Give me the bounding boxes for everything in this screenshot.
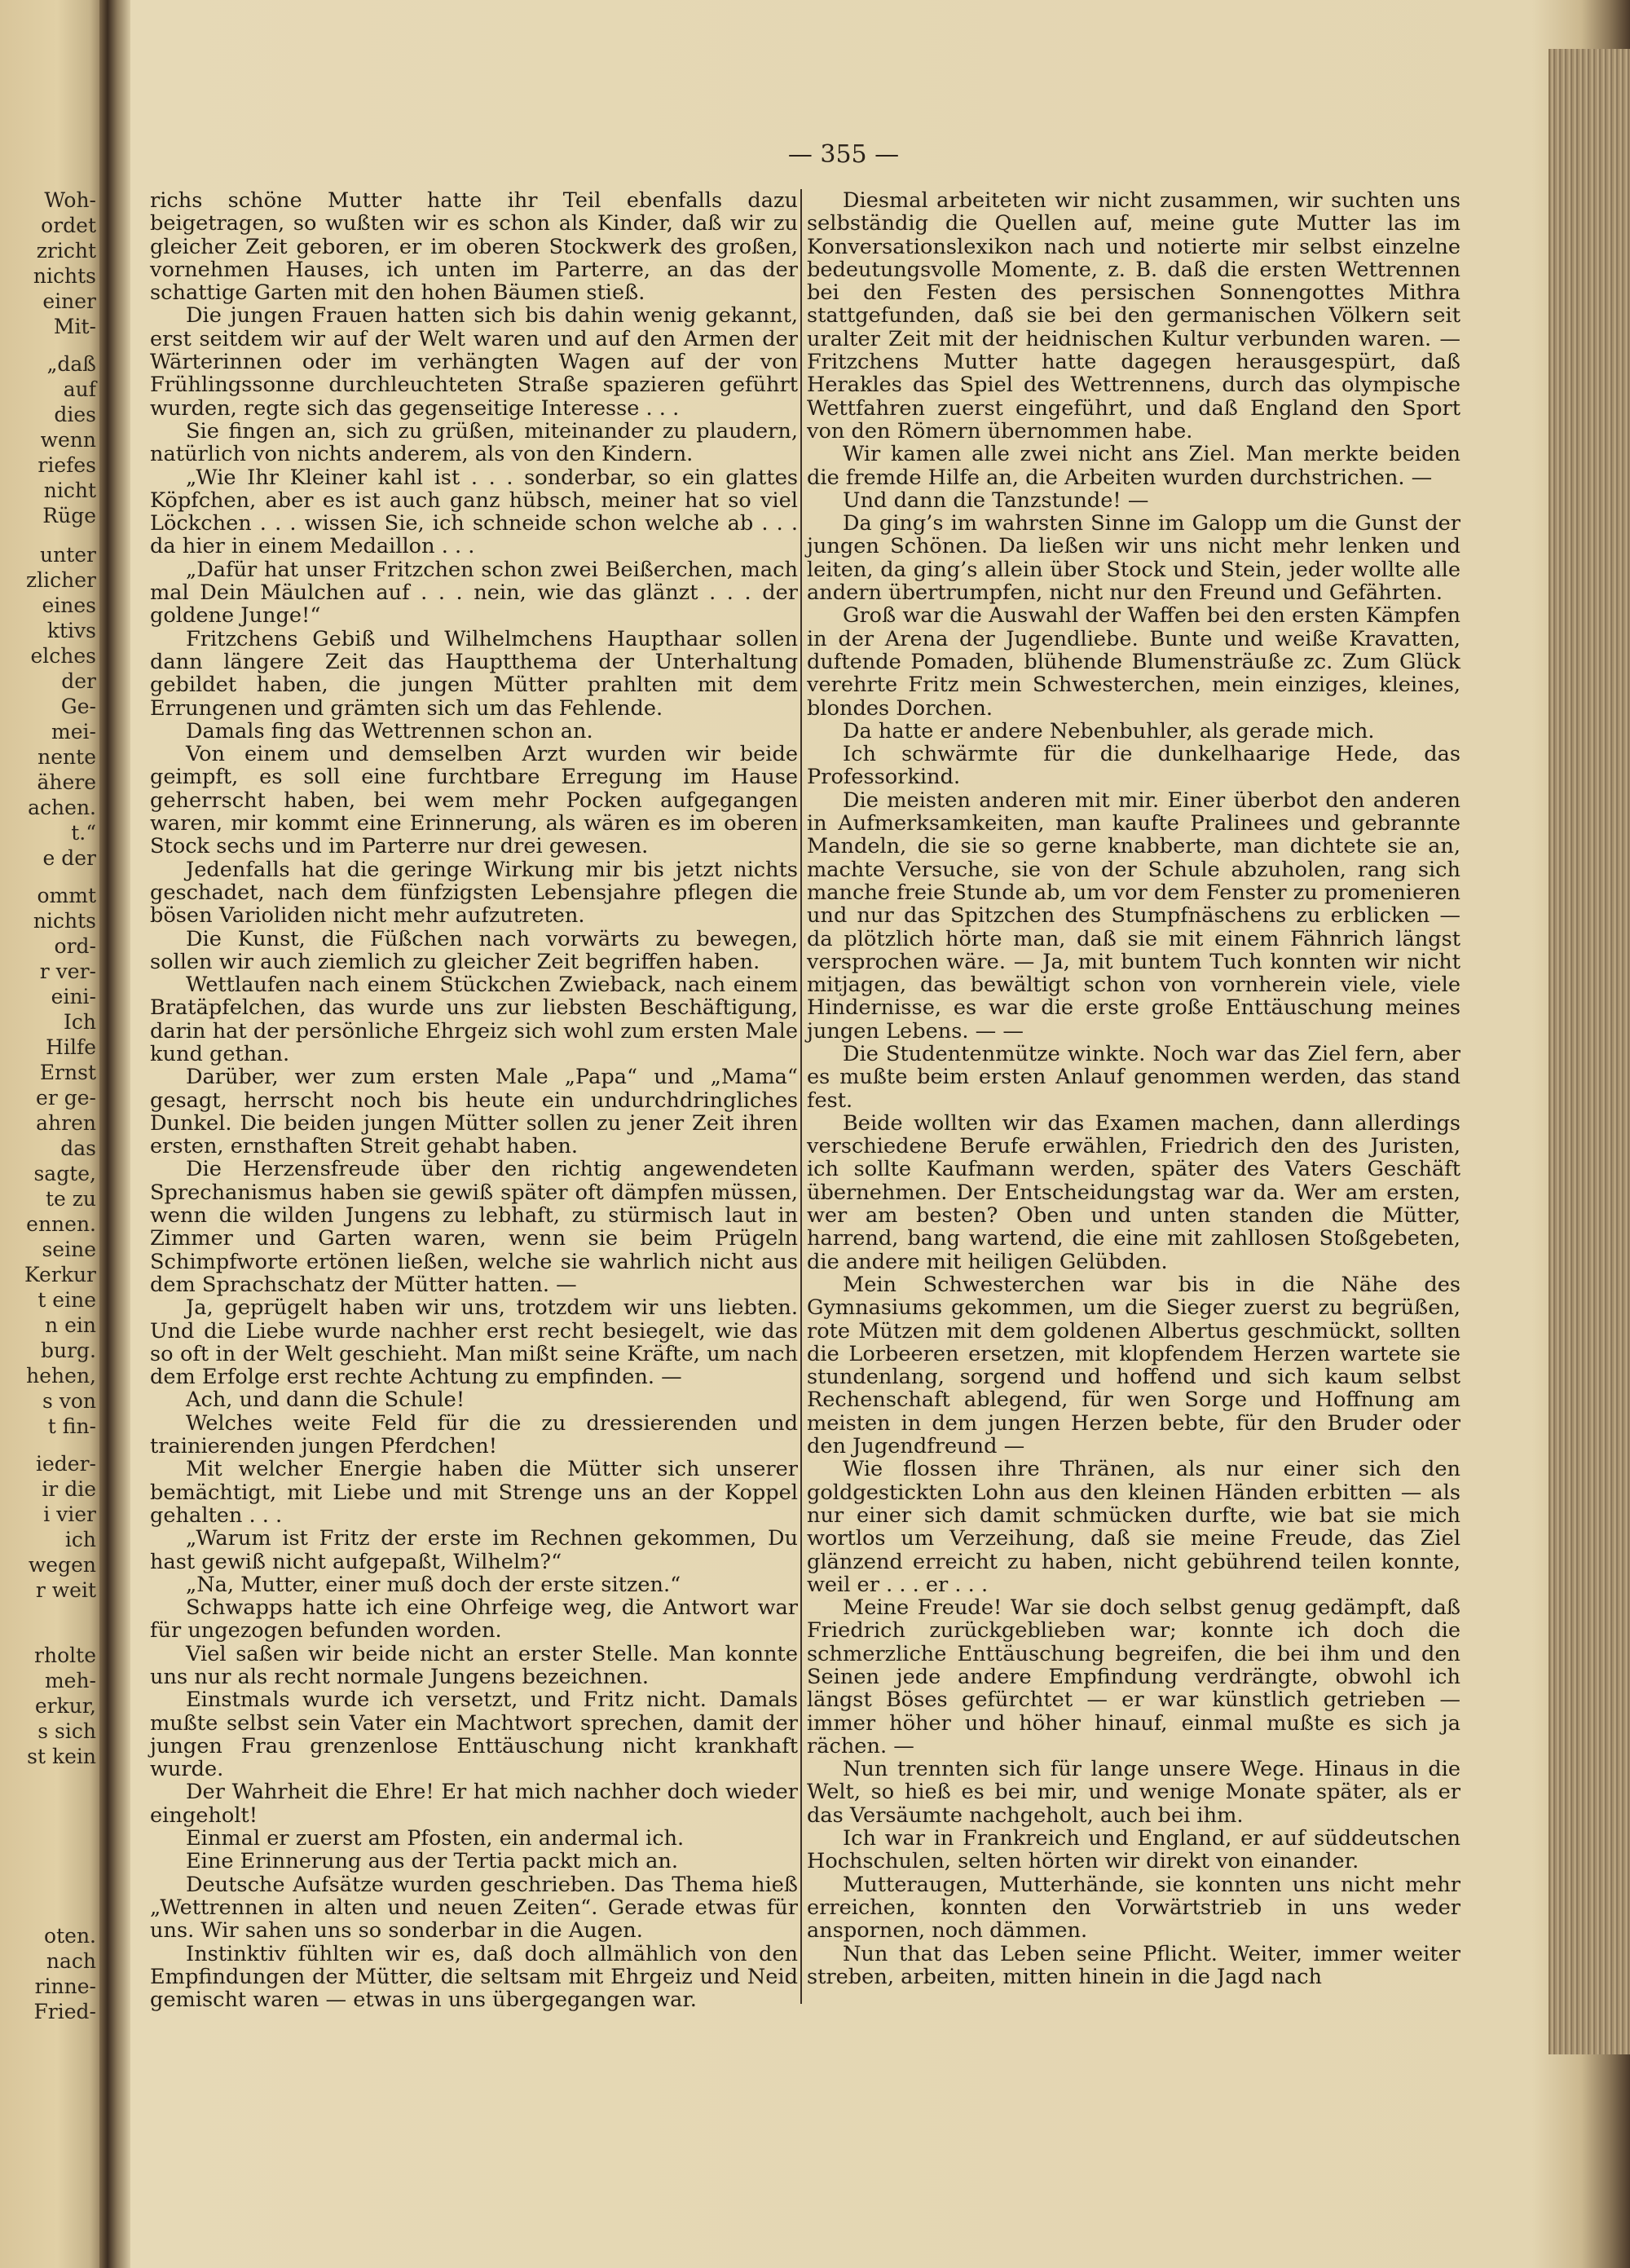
left-page-fragment: nach: [46, 1949, 96, 1973]
left-page-fragment: hehen,: [26, 1364, 96, 1388]
left-page-fragment: i vier: [43, 1502, 96, 1526]
page-edges: [1548, 49, 1630, 2054]
left-page-fragment: wenn: [40, 428, 96, 452]
left-page-fragment: er ge-: [36, 1086, 96, 1110]
left-page-fragment: oten.: [44, 1924, 96, 1948]
left-page-fragment: Ich: [64, 1010, 96, 1034]
left-page-fragment: eini-: [51, 985, 96, 1008]
right-column-paragraph: Wir kamen alle zwei nicht ans Ziel. Man merkte beiden die fremde Hilfe an, die Arbeiten wurden durchstrichen. —: [807, 442, 1460, 490]
left-page-fragment: ähere: [37, 770, 96, 794]
page-number: — 355 —: [787, 140, 900, 169]
left-column-paragraph: Die Kunst, die Füßchen nach vorwärts zu bewegen, sollen wir auch ziemlich zu gleicher Zeit begriffen haben.: [150, 926, 798, 974]
left-page-fragment: nente: [37, 745, 96, 769]
left-page-fragment: ich: [64, 1528, 96, 1551]
left-column-paragraph: Von einem und demselben Arzt wurden wir beide geimpft, es soll eine furchtbare Erregung im Hause geherrscht haben, bei wem mehr Pocken aufgegangen waren, mir kommt eine Erinnerung, als wären es im oberen Stock sechs und im Parterre nur drei gewesen.: [150, 742, 798, 859]
left-column-paragraph: Ja, geprügelt haben wir uns, trotzdem wir uns liebten. Und die Liebe wurde nachher erst recht besiegelt, wie das so oft in der Welt geschieht. Man mißt seine Kräfte, um nach dem Erfolge erst rechte Achtung zu empfinden. —: [150, 1295, 798, 1390]
left-page-fragment: der: [61, 669, 96, 693]
left-page-fragment: ir die: [42, 1477, 96, 1501]
left-column-paragraph: Sie fingen an, sich zu grüßen, miteinander zu plaudern, natürlich von nichts anderem, als von den Kindern.: [150, 418, 798, 467]
right-column-paragraph: Mein Schwesterchen war bis in die Nähe des Gymnasiums gekommen, um die Sieger zuerst zu begrüßen, rote Mützen mit dem goldenen Albertus geschmückt, sollten die Lorbeeren ersetzen, mit klopfendem Herzen wartete sie stundenlang, sorgend und hoffend und sich kaum selbst Rechenschaft ablegend, für wen Sorge und Hoffnung am meisten in dem jungen Herzen bebte, für den Bruder oder den Jugendfreund —: [807, 1272, 1460, 1459]
left-page-fragment: riefes: [37, 453, 96, 477]
left-page-fragment: s von: [42, 1389, 96, 1413]
left-page-fragment: burg.: [40, 1339, 96, 1362]
left-page-fragment: Mit-: [53, 315, 96, 338]
column-divider: [800, 189, 802, 2004]
left-column-paragraph: Einmal er zuerst am Pfosten, ein andermal ich.: [186, 1826, 685, 1851]
left-page-fragment: sagte,: [33, 1162, 96, 1185]
left-page-fragment: zricht: [36, 239, 96, 263]
left-column-paragraph: Welches weite Feld für die zu dressierenden und trainierenden jungen Pferdchen!: [150, 1410, 798, 1459]
left-column-paragraph: Mit welcher Energie haben die Mütter sich unserer bemächtigt, mit Liebe und mit Strenge uns an der Koppel gehalten . . .: [150, 1457, 798, 1528]
left-page-fragment: Kerkur: [24, 1263, 96, 1286]
left-page-fragment: ahren: [36, 1111, 96, 1135]
right-column-paragraph: Diesmal arbeiteten wir nicht zusammen, wir suchten uns selbständig die Quellen auf, meine gute Mutter las im Konversationslexikon nach und notierte mir selbst einzelne bedeutungsvolle Momente, z. B. daß die ersten Wettrennen bei den Festen des persischen Sonnengottes Mithra stattgefunden, daß sie bei den germanischen Völkern seit uralter Zeit mit der heidnischen Kultur verbunden waren. — Fritzchens Mutter hatte dagegen herausgespürt, daß Herakles das Spiel des Wettrennens, durch das olympische Wettfahren zuerst eingeführt, und daß England den Sport von den Römern übernommen habe.: [807, 188, 1460, 443]
left-page-fragment: ktivs: [46, 619, 96, 642]
left-page-fragment: t eine: [37, 1288, 96, 1312]
left-page-fragment: dies: [54, 403, 96, 426]
left-column-paragraph: Fritzchens Gebiß und Wilhelmchens Haupthaar sollen dann längere Zeit das Hauptthema der Unterhaltung gebildet haben, die jungen Mütter prahlten mit dem Errungenen und grämten sich um das Fehlende.: [150, 626, 798, 721]
left-column-paragraph: Viel saßen wir beide nicht an erster Stelle. Man konnte uns nur als recht normale Jungens bezeichnen.: [150, 1641, 798, 1689]
left-page-fragment: erkur,: [34, 1694, 96, 1718]
left-column-paragraph: Schwapps hatte ich eine Ohrfeige weg, die Antwort war für ungezogen befunden worden.: [150, 1595, 798, 1644]
left-column-paragraph: „Dafür hat unser Fritzchen schon zwei Beißerchen, mach mal Dein Mäulchen auf . . . nein, wie das glänzt . . . der goldene Junge!“: [150, 557, 798, 629]
right-column-paragraph: Da ging’s im wahrsten Sinne im Galopp um die Gunst der jungen Schönen. Da ließen wir uns nicht mehr lenken und leiten, da ging’s allein über Stock und Stein, jeder wollte alle andern übertrumpfen, nicht nur den Freund und Gefährten.: [807, 511, 1460, 606]
left-page-fragment: seine: [42, 1238, 96, 1261]
left-column-paragraph: Die Herzensfreude über den richtig angewendeten Sprechanismus haben sie gewiß später oft dämpfen müssen, wenn die wilden Jungens zu lebhaft, zu stürmisch laut in Zimmer und Garten waren, wenn sie beim Prügeln Schimpfworte ertönen ließen, welche sie wahrlich nicht aus dem Sprachschatz der Mütter hatten. —: [150, 1157, 798, 1297]
left-page-fragment: Ge-: [60, 695, 96, 718]
left-page-fragment: e der: [42, 846, 96, 870]
left-page-fragment: zlicher: [25, 568, 96, 592]
right-column: [807, 189, 1460, 1988]
left-page-fragment: n ein: [45, 1313, 96, 1337]
right-column-paragraph: Die Studentenmütze winkte. Noch war das Ziel fern, aber es mußte beim ersten Anlauf genommen werden, das stand fest.: [807, 1041, 1460, 1113]
left-page-fragment: nicht: [43, 479, 96, 502]
left-column-paragraph: „Na, Mutter, einer muß doch der erste sitzen.“: [186, 1572, 681, 1597]
left-column-paragraph: Damals fing das Wettrennen schon an.: [186, 718, 593, 743]
right-column-paragraph: Und dann die Tanzstunde! —: [843, 488, 1149, 513]
right-column-paragraph: Nun that das Leben seine Pflicht. Weiter, immer weiter streben, arbeiten, mitten hinein in die Jagd nach: [807, 1941, 1460, 1989]
left-page-fragment: eines: [42, 593, 96, 617]
left-page-fragment: meh-: [44, 1669, 96, 1692]
left-page-fragment: ord-: [54, 934, 96, 958]
right-column-paragraph: Ich war in Frankreich und England, er auf süddeutschen Hochschulen, selten hörten wir direkt von einander.: [807, 1826, 1460, 1874]
left-page-fragment: t.“: [71, 821, 96, 845]
left-page-fragment: achen.: [28, 796, 96, 819]
left-column-paragraph: „Warum ist Fritz der erste im Rechnen gekommen, Du hast gewiß nicht aufgepaßt, Wilhelm?“: [150, 1526, 798, 1574]
right-column-paragraph: Wie flossen ihre Thränen, als nur einer sich den goldgestickten Lohn aus den kleinen Händen erbitten — als nur einer sich damit schmücken durfte, wie bat sie mich wortlos um Verzeihung, daß sie meine Freude, das Ziel glänzend erreicht zu haben, nicht gebührend teilen konnte, weil er . . . er . . .: [807, 1457, 1460, 1597]
left-page-fragment: auf: [63, 377, 96, 401]
left-column-paragraph: Einstmals wurde ich versetzt, und Fritz nicht. Damals mußte selbst sein Vater ein Machtwort sprechen, damit der jungen Frau grenzenlose Enttäuschung nicht krankhaft wurde.: [150, 1688, 798, 1782]
right-column-paragraph: Mutteraugen, Mutterhände, sie konnten uns nicht mehr erreichen, konnten den Vorwärtstrieb in uns weder anspornen, noch dämmen.: [807, 1872, 1460, 1944]
left-page-fragment: ennen.: [26, 1212, 96, 1236]
left-page-fragment: „daß: [46, 352, 96, 376]
left-column-paragraph: Deutsche Aufsätze wurden geschrieben. Das Thema hieß „Wettrennen in alten und neuen Zeiten“. Gerade etwas für uns. Wir sahen uns so sonderbar in die Augen.: [150, 1872, 798, 1944]
left-page-fragment: Fried-: [33, 2000, 96, 2023]
right-column-paragraph: Da hatte er andere Nebenbuhler, als gerade mich.: [843, 718, 1375, 743]
left-page-fragment: Ernst: [39, 1061, 96, 1084]
left-page-fragment: elches: [30, 644, 96, 668]
left-column-paragraph: Jedenfalls hat die geringe Wirkung mir bis jetzt nichts geschadet, nach dem fünfzigsten Lebensjahre pflegen die bösen Varioliden nicht mehr aufzutreten.: [150, 857, 798, 929]
left-page-fragment: rholte: [34, 1644, 96, 1667]
left-page-fragment: ommt: [37, 884, 96, 907]
left-page-fragment: rinne-: [34, 1975, 96, 1998]
left-page-fragment: unter: [40, 543, 96, 567]
book-gutter: [99, 0, 130, 2268]
page-355: [130, 0, 1548, 2268]
left-page-fragment: t fin-: [47, 1414, 96, 1438]
left-column-paragraph: Wettlaufen nach einem Stückchen Zwieback, nach einem Bratäpfelchen, das wurde uns zur liebsten Beschäftigung, darin hat der persönliche Ehrgeiz sich wohl zum ersten Male kund gethan.: [150, 973, 798, 1066]
left-page-fragment: einer: [42, 289, 96, 313]
right-column-paragraph: Groß war die Auswahl der Waffen bei den ersten Kämpfen in der Arena der Jugendliebe. Bunte und weiße Kravatten, duftende Pomaden, blühende Blumensträuße zc. Zum Glück verehrte Fritz mein Schwesterchen, mein einziges, kleines, blondes Dorchen.: [807, 603, 1460, 721]
left-page-fragment: r ver-: [39, 960, 96, 983]
left-page-fragment: nichts: [33, 264, 96, 288]
left-page-fragment: s sich: [37, 1719, 96, 1743]
left-column-paragraph: Der Wahrheit die Ehre! Er hat mich nachher doch wieder eingeholt!: [150, 1780, 798, 1828]
left-column-paragraph: Die jungen Frauen hatten sich bis dahin wenig gekannt, erst seitdem wir auf der Welt waren und auf den Armen der Wärterinnen oder im verhängten Wagen auf der von Frühlingssonne durchleuchteten Straße spazieren geführt wurden, regte sich das gegenseitige Interesse . . .: [150, 303, 798, 421]
left-page-fragment: mei-: [51, 720, 96, 743]
left-page-fragment: st kein: [27, 1745, 96, 1768]
left-column: [150, 189, 798, 2011]
left-page-fragment: nichts: [33, 909, 96, 933]
left-page-fragment: Rüge: [42, 504, 96, 527]
left-page-fragment: te zu: [45, 1187, 96, 1211]
right-column-paragraph: Nun trennten sich für lange unsere Wege. Hinaus in die Welt, so hieß es bei mir, und wenige Monate später, als er das Versäumte nachgeholt, auch bei ihm.: [807, 1757, 1460, 1828]
left-page-fragment: r weit: [35, 1578, 96, 1602]
left-column-paragraph: „Wie Ihr Kleiner kahl ist . . . sonderbar, so ein glattes Köpfchen, aber es ist auch ganz hübsch, meiner hat so viel Löckchen . . . wissen Sie, ich schneide schon welche ab . . . da hier in einem Medaillon . . .: [150, 465, 798, 559]
right-column-paragraph: Ich schwärmte für die dunkelhaarige Hede, das Professorkind.: [807, 742, 1460, 790]
left-column-paragraph: Instinktiv fühlten wir es, daß doch allmählich von den Empfindungen der Mütter, die seltsam mit Ehrgeiz und Neid gemischt waren — etwas in uns übergegangen war.: [150, 1941, 798, 2013]
left-page-fragment: Hilfe: [46, 1035, 96, 1059]
left-column-paragraph: Ach, und dann die Schule!: [186, 1388, 465, 1413]
left-column-paragraph: Darüber, wer zum ersten Male „Papa“ und „Mama“ gesagt, herrscht noch bis heute ein undurchdringliches Dunkel. Die beiden jungen Mütter sollen zu jener Zeit ihren ersten, ernsthaften Streit gehabt haben.: [150, 1065, 798, 1159]
left-page-edge: [0, 0, 104, 2268]
left-column-paragraph: richs schöne Mutter hatte ihr Teil ebenfalls dazu beigetragen, so wußten wir es schon als Kinder, daß wir zu gleicher Zeit geboren, er im oberen Stockwerk des großen, vornehmen Hauses, ich unten im Parterre, an das der schattige Garten mit den hohen Bäumen stieß.: [150, 188, 798, 306]
right-column-paragraph: Beide wollten wir das Examen machen, dann allerdings verschiedene Berufe erwählen, Friedrich den des Juristen, ich sollte Kaufmann werden, später des Vaters Geschäft übernehmen. Der Entscheidungstag war da. Wer am ersten, wer am besten? Oben und unten standen die Mütter, harrend, bang wartend, die eine mit zahllosen Stoßgebeten, die andere mit heiligen Gelübden.: [807, 1110, 1460, 1274]
right-column-paragraph: Meine Freude! War sie doch selbst genug gedämpft, daß Friedrich zurückgeblieben war; konnte ich doch die schmerzliche Enttäuschung begreifen, die bei ihm und den Seinen jede andere Empfindung verdrängte, obwohl ich längst Böses gefürchtet — er war künstlich getrieben — immer höher und höher hinauf, einmal mußte es sich ja rächen. —: [807, 1595, 1460, 1758]
left-page-fragment: ieder-: [36, 1452, 96, 1476]
left-page-fragment: Woh-: [44, 188, 96, 212]
left-page-fragment: wegen: [28, 1553, 96, 1577]
right-column-paragraph: Die meisten anderen mit mir. Einer überbot den anderen in Aufmerksamkeiten, man kaufte Pralinees und gebrannte Mandeln, die sie so gerne knabberte, man dichtete sie an, machte Versuche, sie von der Schule abzuholen, rang sich manche freie Stunde ab, um vor dem Fenster zu promenieren und nur das Spitzchen des Stumpfnäschens zu erblicken — da plötzlich hörte man, daß sie mit einem Fähnrich längst versprochen wäre. — Ja, mit buntem Tuch konnten wir nicht mitjagen, das bewältigt schon von vornherein viele, viele Hindernisse, es war die erste große Enttäuschung meines jungen Lebens. — —: [807, 788, 1461, 1044]
left-column-paragraph: Eine Erinnerung aus der Tertia packt mich an.: [186, 1849, 679, 1874]
left-page-fragment: ordet: [41, 214, 96, 237]
left-page-fragment: das: [60, 1136, 96, 1160]
